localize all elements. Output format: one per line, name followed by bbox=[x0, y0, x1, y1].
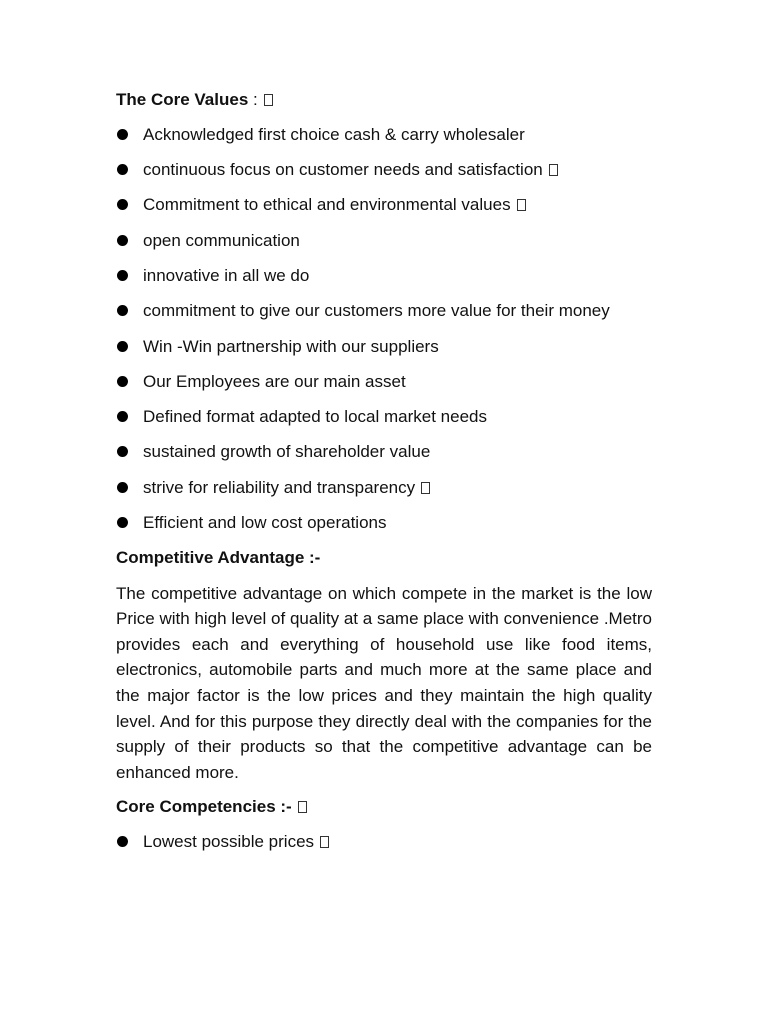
competitive-advantage-paragraph: The competitive advantage on which compete in the market is the low Price with high level of quality at a same place with convenience .Metro provides each and everything of household use like food items, electronics, automobile parts and much more at the same place and the major factor is the low prices and they maintain the high quality level. And for this purpose they directly deal with the companies for the supply of their products so that the competitive advantage can be enhanced more. bbox=[116, 583, 652, 782]
core-value-item bbox=[116, 263, 652, 289]
core-value-item bbox=[116, 475, 652, 501]
core-value-text: innovative in all we do bbox=[143, 265, 310, 285]
missing-glyph-icon bbox=[421, 482, 430, 494]
bullet-icon bbox=[117, 235, 128, 246]
core-value-item bbox=[116, 122, 652, 148]
core-value-text: Efficient and low cost operations bbox=[143, 513, 387, 533]
bullet-icon bbox=[117, 482, 128, 493]
missing-glyph-icon bbox=[298, 801, 307, 813]
core-value-text: sustained growth of shareholder value bbox=[143, 442, 431, 462]
bullet-icon bbox=[117, 129, 128, 140]
bullet-icon bbox=[117, 517, 128, 528]
missing-glyph-icon bbox=[264, 94, 273, 106]
core-value-text: Our Employees are our main asset bbox=[143, 371, 406, 391]
core-competencies-heading bbox=[116, 795, 652, 819]
bullet-icon bbox=[117, 164, 128, 175]
bullet-icon bbox=[117, 305, 128, 316]
core-value-text: Commitment to ethical and environmental values bbox=[143, 195, 511, 215]
missing-glyph-icon bbox=[320, 836, 329, 848]
core-value-text: continuous focus on customer needs and satisfaction bbox=[143, 160, 543, 180]
core-value-item bbox=[116, 157, 652, 183]
core-value-text: Win -Win partnership with our suppliers bbox=[143, 336, 439, 356]
core-value-item bbox=[116, 334, 652, 360]
core-value-item bbox=[116, 228, 652, 254]
core-value-item bbox=[116, 192, 652, 218]
bullet-icon bbox=[117, 341, 128, 352]
document-page bbox=[116, 88, 652, 855]
core-values-heading bbox=[116, 88, 652, 112]
missing-glyph-icon bbox=[549, 164, 558, 176]
core-values-heading-text: The Core Values bbox=[116, 90, 249, 109]
core-value-text: strive for reliability and transparency bbox=[143, 477, 416, 497]
bullet-icon bbox=[117, 411, 128, 422]
core-value-item bbox=[116, 404, 652, 430]
core-value-item bbox=[116, 510, 652, 536]
bullet-icon bbox=[117, 376, 128, 387]
core-value-text: Acknowledged first choice cash & carry wholesaler bbox=[143, 124, 525, 144]
bullet-icon bbox=[117, 836, 128, 847]
core-value-text: open communication bbox=[143, 230, 300, 250]
core-value-item bbox=[116, 439, 652, 465]
core-competency-text: Lowest possible prices bbox=[143, 832, 315, 852]
core-competency-item bbox=[116, 829, 652, 855]
bullet-icon bbox=[117, 199, 128, 210]
competitive-advantage-heading: Competitive Advantage :- bbox=[116, 547, 321, 567]
core-value-text: commitment to give our customers more value for their money bbox=[143, 301, 610, 321]
core-value-item bbox=[116, 298, 652, 324]
core-competencies-list bbox=[116, 829, 652, 855]
core-value-text: Defined format adapted to local market needs bbox=[143, 407, 487, 427]
core-values-heading-suffix: : bbox=[248, 90, 258, 109]
bullet-icon bbox=[117, 270, 128, 281]
core-values-list bbox=[116, 122, 652, 536]
core-competencies-heading-text: Core Competencies :- bbox=[116, 797, 292, 817]
bullet-icon bbox=[117, 446, 128, 457]
missing-glyph-icon bbox=[517, 199, 526, 211]
core-value-item bbox=[116, 369, 652, 395]
